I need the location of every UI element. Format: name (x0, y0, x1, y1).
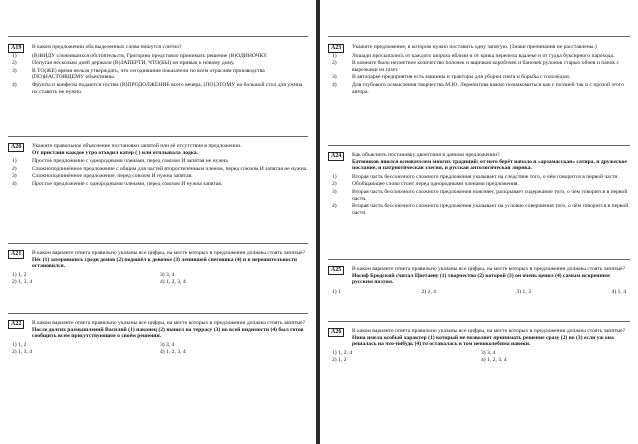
answer-choice: 1) 1, 2, 4 (332, 349, 353, 356)
divider (8, 136, 308, 137)
answer-choice: 4) 1, 2, 3, 4 (160, 279, 186, 286)
answer-choice: 3) 3, 4 (160, 271, 175, 278)
option: 3) В ТО(ЖЕ) время нельзя утверждать, что сегодняшние показатели по всем отраслям производства (ПО)НАСТОЯЩЕМУ объективны. (12, 67, 265, 81)
question-sentence: Пёс (1) затерявшись среди домов (2) подошёл к девочке (3) лепившей снеговика (4) и в нерешительности остановился. (32, 256, 297, 270)
option: 2) Попугая несколько дней держали (В)ЗАПЕРТИ, ЧТО(БЫ) он привык к новому дому. (12, 60, 235, 67)
question-number: A25 (328, 266, 344, 275)
divider (8, 313, 308, 314)
question-a25 (328, 266, 630, 295)
question-text: Укажите правильное объяснение постановки запятой или её отсутствия в предложении. (32, 143, 242, 149)
divider (8, 36, 308, 37)
question-number: A20 (8, 143, 24, 152)
question-text: В каком варианте ответа правильно указаны все цифры, на месте которых в предложении должны стоять запятые? (32, 250, 306, 256)
question-text: В каком варианте ответа правильно указаны все цифры, на месте которых в предложении должны стоять запятые? (32, 320, 306, 326)
question-sentence: Нина имела особый характер (1) который не позволяет принимать решение сразу (2) но (3) если уж она решалась на что-нибудь (4) то оставалась в том непоколебима навеки. (352, 334, 614, 348)
answer-choice: 1) 1, 2 (12, 341, 27, 348)
question-sentence: После долгих размышлений Василий (1) наконец (2) вышел на террасу (3) но всей видимости (4) был готов сообщить всем присутствующим о своём решении. (32, 326, 304, 340)
answer-choice: 4) 1, 2, 3, 4 (160, 349, 186, 356)
question-text: В каком варианте ответа правильно указаны все цифры, на месте которых в предложении должны стоять запятые? (352, 328, 626, 334)
option: 1) Лошади просыпались от каждого шороха вблизи и от крика перепела вдалеке и от гудка буксирного парохода. (332, 52, 615, 59)
question-number: A22 (8, 320, 24, 329)
question-a24 (328, 152, 630, 217)
question-number: A19 (8, 44, 24, 53)
question-number: A23 (328, 44, 344, 53)
divider (8, 243, 308, 244)
option: 4) Вторая часть бессоюзного сложного предложения указывает на условие совершения того, о чём говорится в первой части. (332, 203, 629, 216)
answer-choice: 2) 2, 4 (421, 288, 436, 295)
answer-choice: 2) 1, 3, 4 (12, 279, 33, 286)
answer-choice: 2) 1, 2 (332, 357, 347, 364)
question-number: A24 (328, 152, 344, 161)
answer-choice: 2) 1, 3, 4 (12, 349, 33, 356)
question-sentence: От пристани каждое утро отходил катер ( ) или отплывала лодка. (32, 149, 199, 156)
question-text: Как объяснить постановку двоеточия в данном предложении? (352, 152, 500, 158)
answer-choice: 3) 1, 3 (516, 288, 531, 295)
divider (328, 321, 630, 322)
right-page (320, 0, 638, 444)
option: 4) Простое предложение с однородными членами, перед союзом И нужна запятая. (12, 180, 223, 187)
answer-choice: 1) 1, 2 (12, 271, 27, 278)
option: 1) Простое предложение с однородными членами, перед союзом И запятая не нужна. (12, 158, 230, 165)
question-text: В каком варианте ответа правильно указаны все цифры, на месте которых в предложении должны стоять запятые? (352, 266, 626, 272)
answer-choice: 3) 3, 4 (160, 341, 175, 348)
option: 4) Фрукты и конфеты подаются гостям (В)ПРОДОЛЖЕНИЕ всего вечера, (ПО)ЭТОМУ на большой стол для ужина их ставить не нужно. (12, 81, 303, 95)
option: 1) Вторая часть бессоюзного сложного предложения указывает на следствие того, о чём говорится в первой части. (332, 173, 619, 180)
answer-choice: 4) 1, 2, 3, 4 (481, 357, 507, 364)
question-number: A26 (328, 328, 344, 337)
answer-choice: 4) 1, 4 (611, 288, 626, 295)
divider (328, 259, 630, 260)
question-a20 (8, 143, 308, 189)
answer-choice: 3) 3, 4 (481, 349, 496, 356)
option: 3) Вторая часть бессоюзного сложного предложения поясняет, раскрывает содержание того, о чём говорится в первой части. (332, 188, 628, 202)
option: 2) Сложноподчинённое предложение с общим для частей второстепенным членом, перед союзом И запятая не нужна. (12, 165, 308, 172)
question-sentence: Батюшков явился основателем многих традиций: от него берёт начало и «арзамасская» сатира, и дружеское послание, и патриотическая элегия, и русская антологическая лирика. (352, 158, 627, 172)
option: 2) В комнате было несметное количество полочек и ящичков коробочек и баночек рулонов старых обоев и папок с вырезками из газет. (332, 60, 620, 73)
question-a21 (8, 250, 308, 286)
option: 3) Сложноподчинённое предложение, перед союзом И нужна запятая. (12, 173, 193, 180)
question-a19 (8, 44, 308, 96)
divider (328, 36, 630, 37)
option: 2) Обобщающее слово стоит перед однородными членами предложения. (332, 181, 519, 188)
question-a23 (328, 44, 630, 96)
option: 4) Для глубокого осмысления творчества М.Ю. Лермонтова важно познакомиться как с поэзией так и с прозой этого автора. (332, 81, 624, 95)
left-page (0, 0, 316, 444)
question-text: В каком предложении оба выделенных слова пишутся слитно? (32, 44, 182, 50)
option: 1) (В)ВИДУ сложившихся обстоятельств, Григорию предстояло принимать решение (В)ОДИНОЧКУ. (12, 52, 268, 59)
question-sentence: Иосиф Бродский считал Цветаеву (1) творчество (2) которой (3) он очень ценил (4) самым искренним русским поэтом. (352, 272, 610, 286)
answer-choice: 1) 1 (332, 288, 341, 295)
question-text: Укажите предложение, в котором нужно поставить одну запятую. (Знаки препинания не расставлены.) (352, 44, 597, 50)
question-a26 (328, 328, 630, 364)
question-a22 (8, 320, 308, 356)
option: 3) В автопарке предприятия есть машины и тракторы для уборки снега и борьбы с гололёдом. (332, 74, 571, 81)
question-number: A21 (8, 250, 24, 259)
divider (328, 145, 630, 146)
